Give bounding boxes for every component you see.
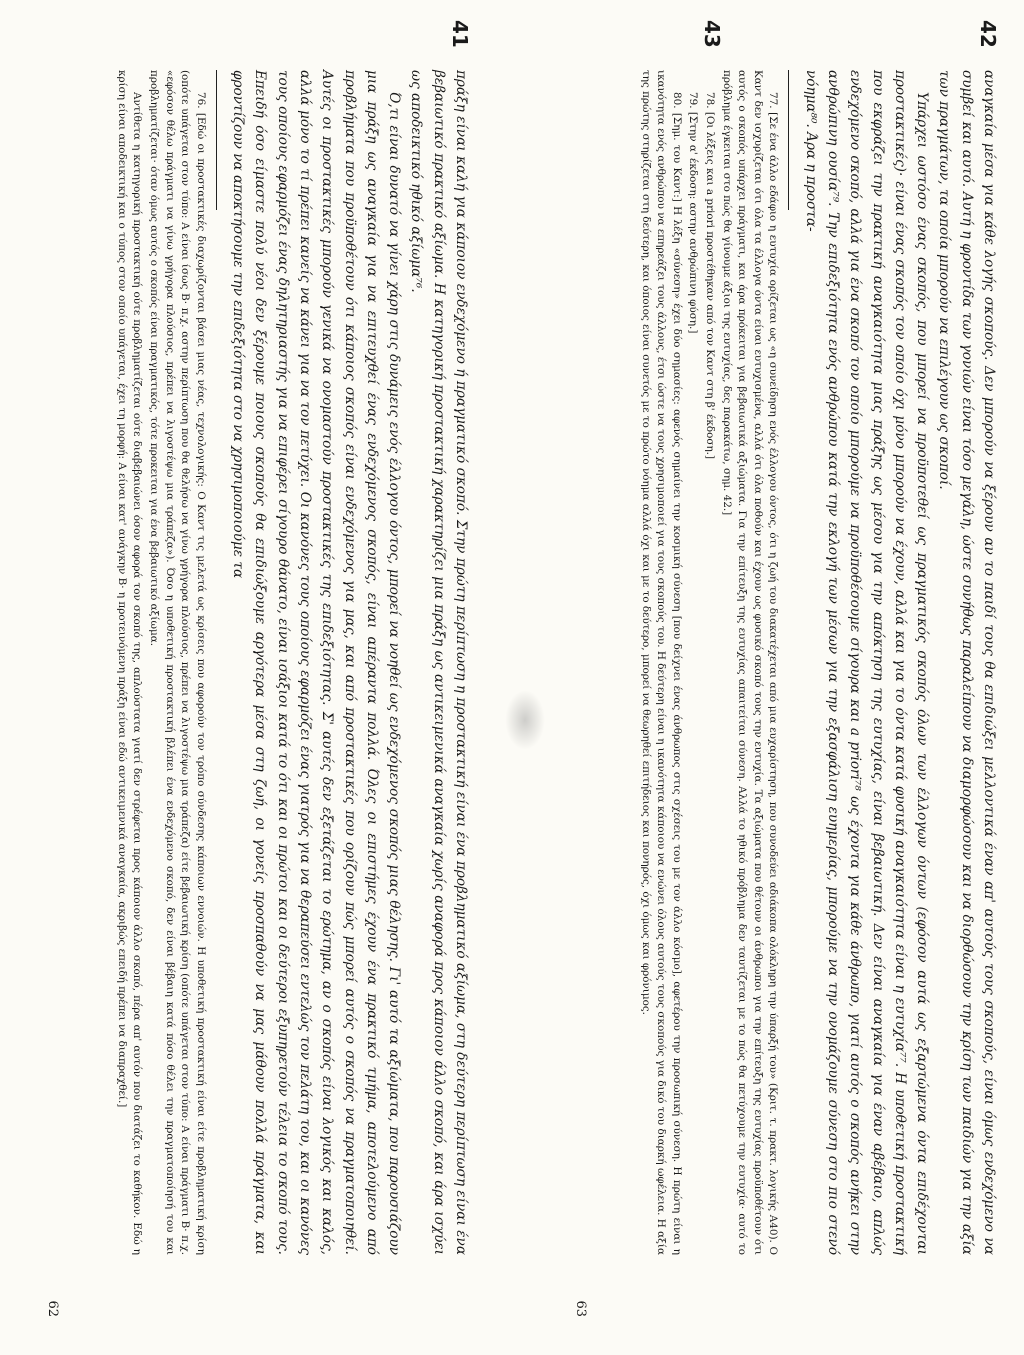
- main-text: [227, 70, 472, 1255]
- page-number: 63: [573, 1300, 588, 1317]
- footnote: 79. [Στην α' έκδοση: αστην ανθρώπινη φύση.]: [687, 92, 700, 334]
- footnote: 76. [Εδώ οι προστακτικές διαχωρίζονται βάσει μιας νέας, τεχνολογικής: Ο Καντ τις μελετά ως κρίσεις που αφορούν τον τρόπο σύνδεσης κάποιων εννοιών. Η υποθετική προστακτική είναι είτε προβληματική κρίση (οπότε υπάγεται στον τύπο: Α είναι ίσως Β· π.χ. αστην περίπτωση που θα θελήσω να γίνω γρήγορα πλούσιος, πρέπει να λιγοστέψω μια τράπεζα) είτε βεβαιωτική κρίση (οπότε υπάγεται στον τύπο: Α είναι πράγματι Β· π.χ. «εφόσον θέλω πράγματι να γίνω γρήγορα πλούσιος, πρέπει να λιγοστέψω μια τράπεζα»). Όσο η υποθετική προστακτική βλέπει ένα ενδεχόμενο σκοπό, δεν είναι βέβαιη κατά πόσο θέλει την πραγματοποίησή του και προβληματίζεται· όταν όμως αυτός ο σκοπός είναι πραγματικός, τότε προκειται για ένα βεβαιωτικό αξίωμα.: [147, 70, 207, 1255]
- paragraph: Ό,τι είναι δυνατό να γίνει χάρη στις δυνάμεις ενός έλλογου όντος, μπορεί να νοηθεί ως ενδεχόμενος σκοπός μιας θέλησης. Γι' αυτό τα αξιώματα, που παρουσιάζουν μια πράξη ως αναγκαία για να επιτευχθεί ένας ενδεχόμενος σκοπός, είναι απέραντα πολλά. Όλες οι επιστήμες έχουν ένα πρακτικό τμήμα, αποτελούμενο από προβλήματα που προϋποθέτουν ότι κάποιος σκοπός είναι ενδεχόμενος για μας, και από προστακτικές που ορίζουν πώς μπορεί αυτός ο σκοπός να πραγματοποιηθεί. Αυτές οι προστακτικές μπορούν γενικά να ονομαστούν προστακτικές της επιδεξιότητας. Σ' αυτές δεν εξετάζεται το ερώτημα, αν ο σκοπός είναι λογικός και καλός, αλλά μόνο το τί πρέπει κανείς να κάνει για να τον πετύχει. Οι κανόνες τους οποίους εφαρμόζει ένας γιατρός για να θεραπεύσει εντελώς τον πελάτη του, και οι κανόνες τους οποίους εφαρμόζει ένας δηλητηριαστής για να επιφέρει σίγουρο θάνατο, είναι ισάξιοι κατά το ότι και οι πρώτοι και οι δεύτεροι εξυπηρετούν τέλεια το σκοπό τους. Επειδή όσο είμαστε πολύ νέοι δεν ξέρουμε ποιους σκοπούς θα επιδιώξουμε αργότερα μέσα στη ζωή, οι γονείς προσπαθούν να μας μάθουν πολλά πράγματα, και φροντίζουν να αποκτήσουμε την επιδεξιότητα στο να χρησιμοποιούμε τα: [230, 70, 403, 1255]
- paragraph: Υπάρχει ωστόσο ένας σκοπός, που μπορεί να προϋποτεθεί ως πραγματικός σκοπός όλων των έλλογων όντων (εφόσον αυτά ως εξαρτώμενα όντα επιδέχονται προστακτικές)· είναι ένας σκοπός τον οποίο όχι μόνο μπορούν να έχουν, αλλά και για το όντα κατά φυσική αναγκαιότητα είναι η ευτυχία⁷⁷. Η υποθετική προστακτική που εκφράζει την πρακτική αναγκαιότητα μιας πράξης ως μέσου για την απόκτηση της ευτυχίας, είναι βεβαιωτική. Δεν είναι αναγκαία για έναν αβέβαιο, απλώς ενδεχόμενο σκοπό, αλλά για ένα σκοπό τον οποίο μπορούμε να προϋποθέσουμε σίγουρα και a priori⁷⁸ ως έχοντα για κάθε άνθρωπο, γιατί αυτός ο σκοπός ανήκει στην ανθρώπινη ουσία⁷⁹. Την επιδεξιότητα ενός ανθρώπου κατά την εκλογή των μέσων για την εξασφάλιση ευημερίας, μπορούμε να την ονομάζουμε σύνεση στο πιο στενό νόημα⁸⁰. Άρα η προστα-: [802, 70, 931, 1255]
- left-page: [12, 20, 472, 1325]
- section-marker: 42: [976, 20, 1000, 48]
- footnotes: [113, 70, 208, 1255]
- scan-smudge: [505, 690, 545, 750]
- paragraph: αναγκαία μέσα για κάθε λογής σκοπούς. Δεν μπορούν να ξέρουν αν το παιδί τους θα επιδιώξει μελλοντικά έναν απ' αυτούς τους σκοπούς, είναι όμως ενδεχόμενο να συμβεί και αυτό. Αυτή η φροντίδα των γονιών είναι τόσο μεγάλη, ώστε συνήθως παραλείπουν να διαμορφώσουν και να διορθώσουν την κρίση των παιδιών για την αξία των πραγμάτων, τα οποία μπορούν να επιλέγουν ως σκοποί.: [936, 70, 997, 1255]
- section-marker: 43: [700, 20, 724, 48]
- footnotes: [637, 70, 780, 1255]
- footnote-divider: [788, 70, 789, 210]
- footnote: 78. [Οι λέξεις και a priori προστέθηκαν από τον Καντ στη β' έκδοση.]: [703, 92, 716, 460]
- section-marker: 41: [448, 20, 472, 48]
- footnote: 80. [Σημ. του Καντ:] Η λέξη «σύνεση» έχει δύο σημασίες: αφενός σημαίνει την κοσμική σύνεση [που δείχνει ένας άνθρωπος στις σχέσεις του με τον άλλο κόσμο], αφετέρου την προσωπική σύνεση. Η πρώτη είναι η ικανότητα ενός ανθρώπου να επηρεάζει τους άλλους, έτσι ώστε να τους χρησιμοποιεί για τους σκοπούς του. Η δεύτερη είναι η ικανότητα κάποιου να ενώνει όλους αυτούς τους σκοπούς για δικό του διαρκή ωφέλεια. Η αξία της πρώτης στηρίζεται στη δεύτερη, και όποιος είναι συνετός με το πρώτο νόημα αλλά όχι και με το δεύτερο, μπορεί να θεωρηθεί επιτήδειος και πονηρός, όχι όμως και φρόνιμος.: [639, 70, 683, 1255]
- main-text: [799, 70, 1000, 1255]
- right-page: [540, 20, 1000, 1325]
- footnote-divider: [216, 70, 217, 210]
- footnote: 77. [Σε ένα άλλο εδάφιο η ευτυχία ορίζεται ως «η συνείδηση ενός έλλογου όντος, ότι η ζωή του διακατέχεται από μια ευχαρίστηση, που συνοδεύει αδιάκοπα ολόκληρη την ύπαρξή του» (Κριτ. τ. πρακτ. λογικής Α40). Ο Καντ δεν ισχυρίζεται ότι όλα τα έλλογα όντα είναι ευτυχισμένα, αλλά ότι όλα ποθούν και έχουν ως φυσικό σκοπό τους την ευτυχία. Τα αξιώματα που θέτουν οι άνθρωποι για την επίτευξη της ευτυχίας προϋποθέτουν ότι αυτός ο σκοπός υπάρχει πράγματι, και άρα πρόκειται για βεβαιωτικά αξιώματα. Για την επίτευξη της ευτυχίας απαιτείται σύνεση. Αλλά το ηθικό πρόβλημα δεν ταυτίζεται με το πώς θα πετύχουμε την ευτυχία· αυτό το πρόβλημα έγκειται στο πώς θα γίνουμε άξιοι της ευτυχίας, δες παρακάτω, σημ. 42.]: [720, 70, 780, 1255]
- paragraph: πράξη είναι καλή για κάποιον ενδεχόμενο ή πραγματικό σκοπό. Στην πρώτη περίπτωση η προστακτική είναι ένα προβληματικό αξίωμα, στη δεύτερη περίπτωση είναι ένα βεβαιωτικό πρακτικό αξίωμα. Η κατηγορική προστακτική χαρακτηρίζει μια πράξη ως αντικειμενικά αναγκαία χωρίς αναφορά προς κάποιον άλλο σκοπό, και άρα ισχύει ως αποδεικτικό ηθικό αξίωμα⁷⁶.: [408, 70, 469, 1255]
- page-number: 62: [45, 1300, 60, 1317]
- footnote: Αντίθετα η κατηγορική προστακτική ούτε προβληματίζεται ούτε διαβεβαιώνει όσον αφορά τον σκοπό της, απλούστατα γιατί δεν στρέφεται προς κάποιον άλλο σκοπό, πέρα απ' αυτόν που διατάζει το καθήκον. Εδώ η κρίση είναι αποδεικτική και ο τύπος στον οποίο υπάγεται, έχει τη μορφή: Α είναι κατ' ανάγκην Β· η προτεινόμενη πράξη είναι εδώ αντικειμενικά αναγκαία, ακριβώς επειδή πρέπει να διαπραχθεί.]: [115, 70, 144, 1255]
